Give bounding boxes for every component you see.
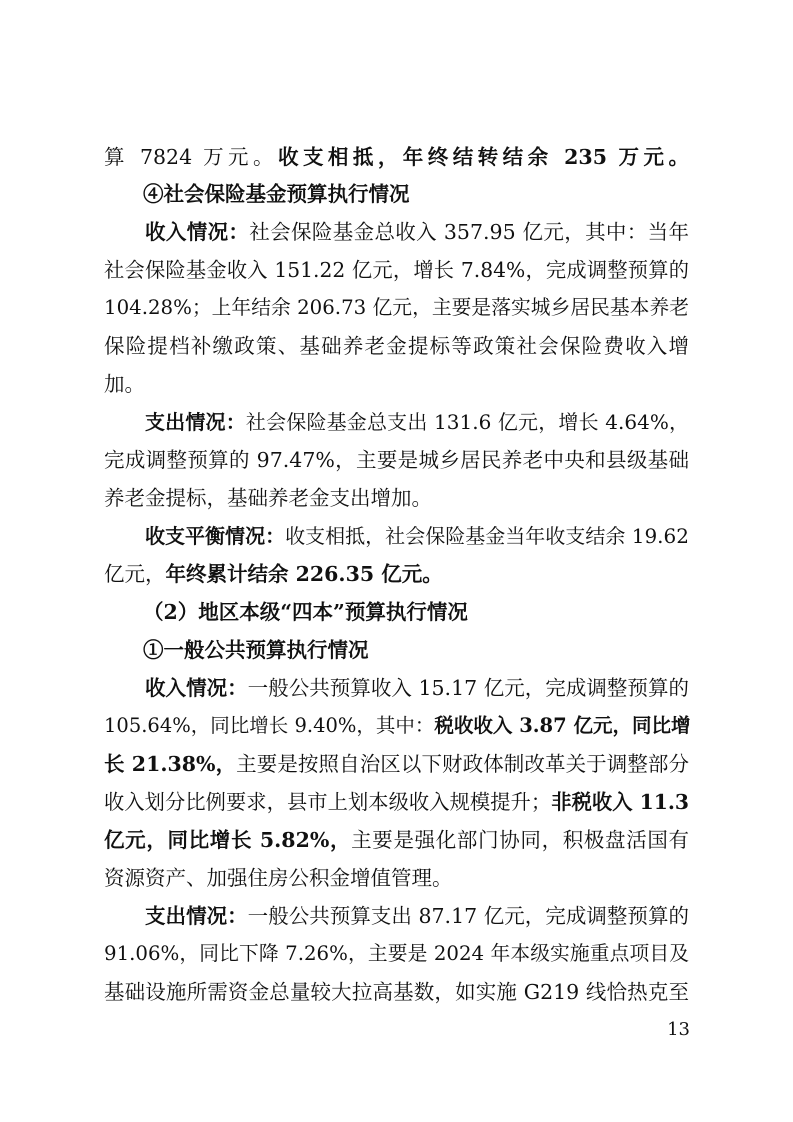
text-line: 资源资产、加强住房公积金增值管理。 (104, 866, 453, 890)
bold-text-span: 非税收入 11.3 (551, 790, 689, 814)
paragraph-label: 收入情况： (145, 676, 248, 700)
section-heading: ④社会保险基金预算执行情况 (143, 182, 410, 206)
text-span: 算 7824 万元。 (104, 145, 278, 169)
text-line: 基础设施所需资金总量较大拉高基数，如实施 G219 线恰热克至 (104, 980, 689, 1004)
text-span: 主要是强化部门协同，积极盘活国有 (351, 828, 690, 852)
text-line: 社会保险基金收入 151.22 亿元，增长 7.84%，完成调整预算的 (104, 258, 689, 282)
text-line (104, 825, 689, 855)
text-line: 养老金提标，基础养老金支出增加。 (104, 486, 432, 510)
text-span: 一般公共预算支出 87.17 亿元，完成调整预算的 (247, 904, 689, 928)
text-span: 收入划分比例要求，县市上划本级收入规模提升； (104, 790, 552, 814)
text-line (104, 559, 689, 589)
text-line: 保险提档补缴政策、基础养老金提标等政策社会保险费收入增 (104, 334, 689, 358)
text-line (145, 407, 689, 437)
paragraph-label: 收支平衡情况： (145, 524, 286, 548)
text-span: 亿元， (104, 562, 166, 586)
bold-text-span: 亿元，同比增长 5.82%， (104, 828, 352, 852)
section-heading: （2）地区本级“四本”预算执行情况 (143, 600, 468, 624)
text-span: 一般公共预算收入 15.17 亿元，完成调整预算的 (247, 676, 689, 700)
text-line (104, 749, 689, 779)
text-line (145, 217, 689, 247)
text-span: 社会保险基金总支出 131.6 亿元，增长 4.64%， (245, 410, 689, 434)
paragraph-label: 支出情况： (145, 904, 248, 928)
paragraph-label: 收入情况： (145, 220, 250, 244)
text-line: 91.06%，同比下降 7.26%，主要是 2024 年本级实施重点项目及 (104, 942, 689, 965)
text-span: 社会保险基金总收入 357.95 亿元，其中：当年 (249, 220, 690, 244)
bold-text-span: 长 21.38%， (104, 752, 237, 776)
text-line (145, 521, 689, 551)
text-span: 收支相抵，社会保险基金当年收支结余 19.62 (285, 524, 689, 548)
text-span: 主要是按照自治区以下财政体制改革关于调整部分 (236, 752, 690, 776)
bold-text-span: 税收收入 3.87 亿元，同比增 (434, 714, 691, 737)
text-line (104, 142, 689, 172)
text-line (145, 901, 689, 931)
text-line: 加。 (104, 372, 145, 396)
page-number: 13 (667, 1019, 690, 1040)
text-span: 105.64%，同比增长 9.40%，其中： (104, 714, 435, 737)
text-line: 完成调整预算的 97.47%，主要是城乡居民养老中央和县级基础 (104, 448, 689, 472)
text-line (104, 711, 689, 741)
section-heading: ①一般公共预算执行情况 (143, 638, 369, 662)
text-line (145, 673, 689, 703)
bold-text-span: 收支相抵，年终结转结余 235 万元。 (277, 145, 689, 169)
paragraph-label: 支出情况： (145, 410, 246, 434)
text-line (104, 787, 689, 817)
text-line: 104.28%；上年结余 206.73 亿元，主要是落实城乡居民基本养老 (104, 296, 689, 319)
bold-text-span: 年终累计结余 226.35 亿元。 (165, 562, 443, 586)
